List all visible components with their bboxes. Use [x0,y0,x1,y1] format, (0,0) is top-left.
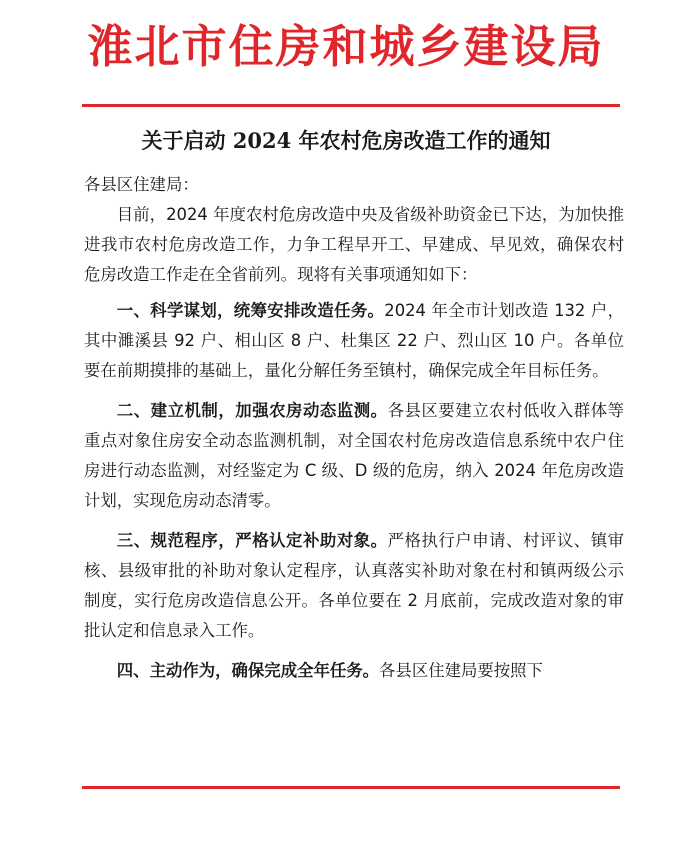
section-3-heading: 三、规范程序，严格认定补助对象。 [116,531,388,550]
intro-paragraph [84,200,624,290]
section-3-text: 严格执行户申请、村评议、镇审核、县级审批的补助对象认定程序，认真落实补助对象在村和镇两级公示制度，实行危房改造信息公开。各单位要在 2 月底前，完成改造对象的审批认定和信息录入工作。 [84,531,625,640]
section-4-text: 各县区住建局要按照下 [379,661,543,680]
intro-text: 目前，2024 年度农村危房改造中央及省级补助资金已下达，为加快推进我市农村危房改造工作，力争工程早开工、早建成、早见效，确保农村危房改造工作走在全省前列。现将有关事项通知如下： [84,205,624,284]
footer-red-rule [82,786,620,789]
masthead-title: 淮北市住房和城乡建设局 [87,20,605,73]
notice-body [84,170,624,696]
section-4-paragraph [84,656,624,686]
section-2-paragraph [84,396,624,516]
masthead-red-rule [82,104,620,107]
section-4-heading: 四、主动作为，确保完成全年任务。 [116,661,380,680]
notice-title: 关于启动 2024 年农村危房改造工作的通知 [141,128,551,153]
section-3-paragraph [84,526,624,646]
section-1-text: 2024 年全市计划改造 132 户，其中濉溪县 92 户、相山区 8 户、杜集区 22 户、烈山区 10 户。各单位要在前期摸排的基础上，量化分解任务至镇村，确保完成全年目标任务。 [84,301,624,380]
section-2-heading: 二、建立机制，加强农房动态监测。 [116,401,388,420]
section-1-paragraph [84,296,624,386]
section-1-heading: 一、科学谋划，统筹安排改造任务。 [116,301,385,320]
section-2-text: 各县区要建立农村低收入群体等重点对象住房安全动态监测机制，对全国农村危房改造信息系统中农户住房进行动态监测，对经鉴定为 C 级、D 级的危房，纳入 2024 年危房改造计划，实现危房动态清零。 [84,401,625,510]
salutation: 各县区住建局： [84,175,199,194]
